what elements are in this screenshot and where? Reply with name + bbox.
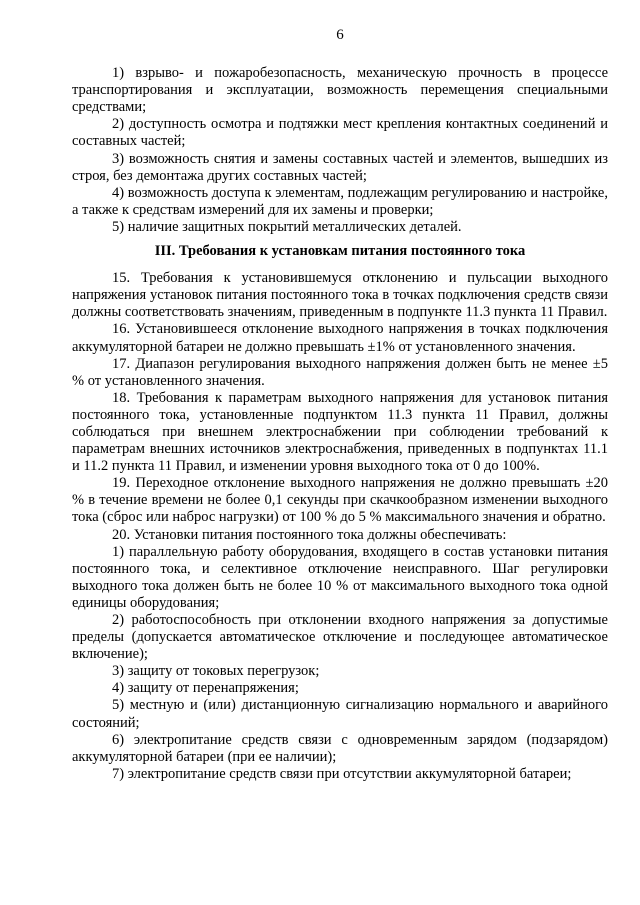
- list-item: 4) возможность доступа к элементам, подлежащим регулированию и настройке, а также к средствам измерений для их замены и проверки;: [72, 184, 608, 218]
- clause-16: 16. Установившееся отклонение выходного напряжения в точках подключения аккумуляторной батареи не должно превышать ±1% от установленного значения.: [72, 321, 608, 355]
- list-item: 4) защиту от перенапряжения;: [112, 680, 299, 697]
- list-item: 2) работоспособность при отклонении входного напряжения за допустимые пределы (допускается автоматическое отключение и последующее автоматическое включение);: [72, 612, 608, 663]
- clause-19: 19. Переходное отклонение выходного напряжения не должно превышать ±20 % в течение времени не более 0,1 секунды при скачкообразном изменении выходного тока (сброс или наброс нагрузки) от 100 % до 5 % максимального значения и обратно.: [72, 475, 608, 526]
- clause-15: 15. Требования к установившемуся отклонению и пульсации выходного напряжения установок питания постоянного тока в точках подключения средств связи должны соответствовать значениям, приведенным в подпункте 11.3 пункта 11 Правил.: [72, 270, 608, 321]
- list-item: 3) возможность снятия и замены составных частей и элементов, вышедших из строя, без демонтажа других составных частей;: [72, 150, 608, 184]
- list-item: 3) защиту от токовых перегрузок;: [112, 663, 320, 680]
- clause-18: 18. Требования к параметрам выходного напряжения для установок питания постоянного тока, установленные подпунктом 11.3 пункта 11 Правил, должны соблюдаться при внешнем электроснабжении при соблюдении требований к параметрам внешних источников электроснабжения, приведенных в подпунктах 11.1 и 11.2 пункта 11 Правил, и изменении уровня выходного тока от 0 до 100%.: [72, 389, 608, 475]
- list-item: 5) местную и (или) дистанционную сигнализацию нормального и аварийного состояний;: [72, 697, 608, 731]
- list-item: 2) доступность осмотра и подтяжки мест крепления контактных соединений и составных частей;: [72, 116, 608, 150]
- document-page: [72, 20, 608, 783]
- clauses: [72, 270, 608, 544]
- page-number: 6: [336, 27, 344, 43]
- requirements-list-top: [72, 65, 608, 236]
- requirements-list-bottom: [72, 544, 608, 783]
- clause-17: 17. Диапазон регулирования выходного напряжения должен быть не менее ±5 % от установленного значения.: [72, 355, 608, 389]
- list-item: 6) электропитание средств связи с одновременным зарядом (подзарядом) аккумуляторной батареи (при ее наличии);: [72, 731, 608, 765]
- clause-20: 20. Установки питания постоянного тока должны обеспечивать:: [112, 526, 507, 543]
- list-item: 1) параллельную работу оборудования, входящего в состав установки питания постоянного тока, и селективное отключение неисправного. Шаг регулировки выходного тока должен быть не более 10 % от максимального выходного тока одной единицы оборудования;: [72, 543, 608, 611]
- list-item: 1) взрыво- и пожаробезопасность, механическую прочность в процессе транспортирования и эксплуатации, возможность перемещения специальными средствами;: [72, 65, 608, 116]
- section-heading: III. Требования к установкам питания постоянного тока: [154, 243, 526, 260]
- list-item: 7) электропитание средств связи при отсутствии аккумуляторной батареи;: [112, 765, 572, 782]
- list-item: 5) наличие защитных покрытий металлических деталей.: [112, 218, 462, 235]
